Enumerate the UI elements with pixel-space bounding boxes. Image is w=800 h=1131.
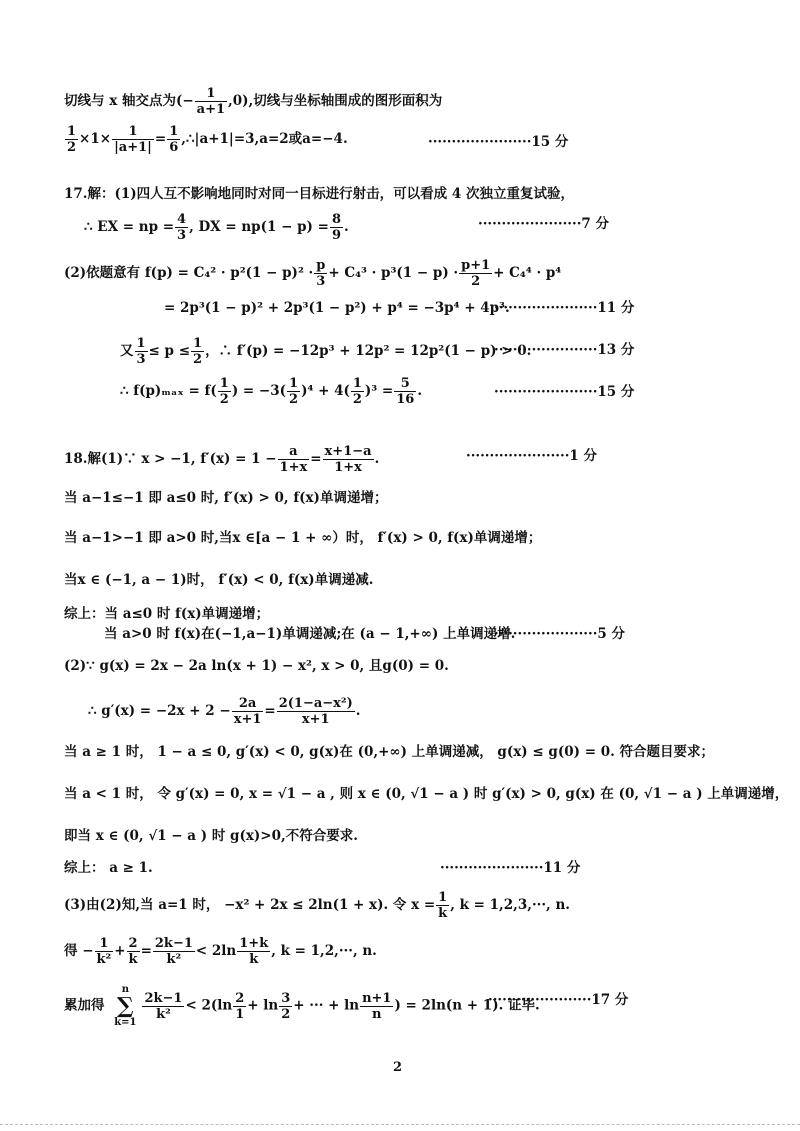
text: < 2ln: [195, 943, 237, 959]
fraction: [459, 258, 492, 289]
sum-upper: n: [121, 984, 129, 995]
text: (3)由(2)知,当 a=1 时， −x² + 2x ≤ 2ln(1 + x). 令 x =: [64, 897, 436, 913]
denominator: 2: [471, 274, 481, 289]
numerator: 5: [394, 376, 416, 392]
q18-part2-line5: 即当 x ∈ (0, √1 − a ) 时 g(x)>0,不符合要求.: [64, 828, 358, 844]
fraction: [127, 936, 140, 967]
q17-expectation-line: [84, 212, 349, 243]
fraction: [436, 890, 449, 921]
score-marker: ······················17 分: [488, 992, 629, 1008]
denominator: |a+1|: [114, 140, 152, 155]
denominator: n: [372, 1006, 382, 1022]
numerator: x+1−a: [324, 444, 372, 459]
fraction: [360, 991, 393, 1022]
page-bottom-divider: [0, 1124, 800, 1125]
numerator: 1: [219, 376, 229, 391]
numerator: 1: [112, 124, 154, 140]
numerator: 1: [193, 336, 203, 351]
numerator: 1: [195, 86, 227, 102]
text: =: [264, 703, 276, 719]
text: 切线与 x 轴交点为(−: [64, 93, 194, 109]
denominator: x+1: [233, 712, 262, 727]
fraction: [95, 936, 114, 967]
denominator: k: [128, 952, 138, 967]
score-marker: ······················7 分: [478, 216, 609, 232]
fraction: [330, 212, 343, 243]
text: ) = −3(: [231, 383, 287, 399]
denominator: 16: [396, 392, 415, 407]
numerator: 1: [67, 124, 77, 139]
q17-part2-line4: [120, 376, 422, 407]
q18-part2-line1: (2)∵ g(x) = 2x − 2a ln(x + 1) − x², x > 0, 且g(0) = 0.: [64, 658, 449, 674]
text: 18.解(1)∵ x > −1, f′(x) = 1 −: [64, 451, 277, 467]
numerator: 1: [95, 936, 114, 952]
fraction: [191, 336, 204, 367]
denominator: k: [249, 952, 259, 967]
score-marker: ······················15 分: [428, 134, 569, 150]
q18-part1-line3: 当 a−1>−1 即 a>0 时,当x ∈[a − 1 + ∞）时， f′(x) > 0, f(x)单调递增；: [64, 530, 542, 546]
q18-part1-line2: 当 a−1≤−1 即 a≤0 时, f′(x) > 0, f(x)单调递增；: [64, 490, 388, 506]
fraction: [233, 991, 246, 1022]
fraction: [279, 991, 292, 1022]
numerator: 1: [136, 336, 146, 351]
text: =: [154, 131, 167, 147]
numerator: 3: [281, 990, 291, 1006]
denominator: 2: [289, 392, 299, 407]
q18-part2-line2: [88, 696, 360, 727]
numerator: 1: [289, 376, 299, 391]
q18-part1-line1: [64, 444, 379, 475]
text: 累加得: [64, 997, 105, 1014]
numerator: 2: [128, 936, 138, 951]
text: + ln: [247, 997, 279, 1014]
q18-part2-line4: 当 a < 1 时， 令 g′(x) = 0, x = √1 − a , 则 x ∈ (0, √1 − a ) 时 g′(x) > 0, g(x) 在 (0, √1 − a ) 上单调递增，: [64, 786, 789, 802]
numerator: 8: [331, 212, 342, 227]
denominator: 1: [235, 1006, 245, 1022]
fraction: [175, 212, 188, 243]
fraction: [314, 258, 327, 289]
score-marker: ······················13 分: [494, 342, 635, 358]
text: , DX = np(1 − p) =: [189, 219, 329, 235]
q17-part2-line1: [64, 258, 561, 289]
text: ，∴ f′(p) = −12p³ + 12p² = 12p²(1 − p) > 0.: [205, 343, 532, 359]
q16-line1: [64, 86, 442, 117]
text: ∴ EX = np =: [84, 219, 175, 235]
sum-lower: k=1: [114, 1017, 137, 1028]
text: + C₄⁴ · p⁴: [493, 265, 562, 281]
fraction: [135, 336, 148, 367]
q17-title: 17.解：(1)四人互不影响地同时对同一目标进行射击，可以看成 4 次独立重复试验，: [64, 186, 574, 202]
fraction: [351, 376, 364, 407]
numerator: 1+k: [239, 936, 269, 951]
numerator: 4: [177, 212, 187, 227]
denominator: x+1: [301, 712, 330, 727]
fraction: [65, 124, 78, 155]
numerator: 1: [352, 376, 362, 391]
text: ×1×: [79, 131, 112, 147]
text: ∴ f(p)ₘₐₓ = f(: [120, 383, 217, 399]
fraction: [195, 86, 227, 117]
text: .: [344, 219, 349, 235]
text: .: [374, 451, 380, 467]
denominator: 3: [177, 228, 187, 243]
fraction: [237, 936, 270, 967]
q18-part2-summary: 综上： a ≥ 1.: [64, 860, 153, 876]
text: )³ =: [364, 383, 394, 399]
q18-part2-line3: 当 a ≥ 1 时， 1 − a ≤ 0, g′(x) < 0, g(x)在 (0,+∞) 上单调递减， g(x) ≤ g(0) = 0. 符合题目要求；: [64, 744, 715, 760]
fraction: [232, 696, 264, 727]
denominator: k²: [166, 952, 182, 967]
q18-part1-summary1: 综上：当 a≤0 时 f(x)单调递增；: [64, 606, 270, 622]
q16-line2: [64, 124, 348, 155]
denominator: 1+x: [279, 460, 308, 475]
denominator: 2: [219, 392, 229, 407]
text: < 2(ln: [185, 997, 233, 1014]
text: 又: [120, 343, 134, 359]
denominator: 9: [331, 228, 342, 243]
score-marker: ······················11 分: [494, 300, 635, 316]
numerator: 2(1−a−x²): [278, 696, 353, 711]
numerator: 2k−1: [154, 936, 193, 951]
text: .: [355, 703, 361, 719]
score-marker: ······················11 分: [440, 860, 581, 876]
fraction: [278, 444, 310, 475]
denominator: k: [438, 906, 448, 921]
score-marker: ······················5 分: [494, 626, 625, 642]
text: .: [417, 383, 423, 399]
denominator: a+1: [196, 102, 226, 117]
fraction: [287, 376, 300, 407]
text: , k = 1,2,···, n.: [271, 943, 377, 959]
text: ) = 2ln(n + 1). 证毕.: [394, 997, 540, 1014]
page-number: 2: [393, 1060, 403, 1075]
fraction: [277, 696, 355, 727]
text: , k = 1,2,3,···, n.: [450, 897, 570, 913]
fraction: [323, 444, 374, 475]
denominator: 2: [352, 392, 362, 407]
sum-sign: ∑: [117, 993, 134, 1019]
text: ,0),切线与坐标轴围成的图形面积为: [228, 93, 443, 109]
denominator: 3: [316, 274, 326, 289]
q18-part3-line1: [64, 890, 570, 921]
text: ,∴|a+1|=3,a=2或a=−4.: [181, 131, 348, 147]
fraction: [142, 991, 184, 1022]
score-marker: ······················1 分: [466, 448, 597, 464]
text: ∴ g′(x) = −2x + 2 −: [88, 703, 231, 719]
denominator: 6: [169, 140, 179, 155]
q18-part1-line4: 当x ∈ (−1, a − 1)时， f′(x) < 0, f(x)单调递减.: [64, 572, 374, 588]
q18-part3-line3: [64, 984, 540, 1028]
fraction: [112, 124, 154, 155]
score-marker: ······················15 分: [494, 384, 635, 400]
denominator: k²: [96, 952, 112, 967]
numerator: p+1: [461, 258, 491, 273]
fraction: [394, 376, 416, 407]
q18-part3-line2: [64, 936, 377, 967]
text: + C₄³ · p³(1 − p) ·: [328, 265, 459, 281]
numerator: 1: [169, 124, 179, 139]
denominator: 2: [193, 352, 203, 367]
summation: [112, 984, 138, 1028]
numerator: 1: [438, 890, 448, 905]
denominator: k²: [156, 1006, 171, 1022]
text: =: [140, 943, 152, 959]
fraction: [218, 376, 231, 407]
text: 得 −: [64, 943, 94, 959]
text: (2)依题意有 f(p) = C₄² · p²(1 − p)² ·: [64, 265, 314, 281]
numerator: 2: [235, 990, 245, 1006]
numerator: p: [316, 258, 326, 273]
q18-part1-summary2: 当 a>0 时 f(x)在(−1,a−1)单调递减;在 (a − 1,+∞) 上单调递增.: [104, 626, 516, 642]
text: ≤ p ≤: [148, 343, 191, 359]
text: =: [310, 451, 322, 467]
denominator: 2: [281, 1006, 291, 1022]
numerator: a: [278, 444, 310, 460]
q17-part2-line2: = 2p³(1 − p)² + 2p³(1 − p²) + p⁴ = −3p⁴ + 4p³.: [164, 300, 510, 316]
text: + ··· + ln: [293, 997, 360, 1014]
numerator: n+1: [362, 990, 392, 1006]
numerator: 2a: [232, 696, 264, 712]
denominator: 3: [136, 352, 146, 367]
fraction: [153, 936, 195, 967]
q17-part2-line3: [120, 336, 531, 367]
denominator: 1+x: [334, 460, 362, 475]
text: +: [114, 943, 126, 959]
fraction: [167, 124, 180, 155]
text: )⁴ + 4(: [301, 383, 350, 399]
numerator: 2k−1: [144, 990, 183, 1006]
denominator: 2: [67, 140, 77, 155]
